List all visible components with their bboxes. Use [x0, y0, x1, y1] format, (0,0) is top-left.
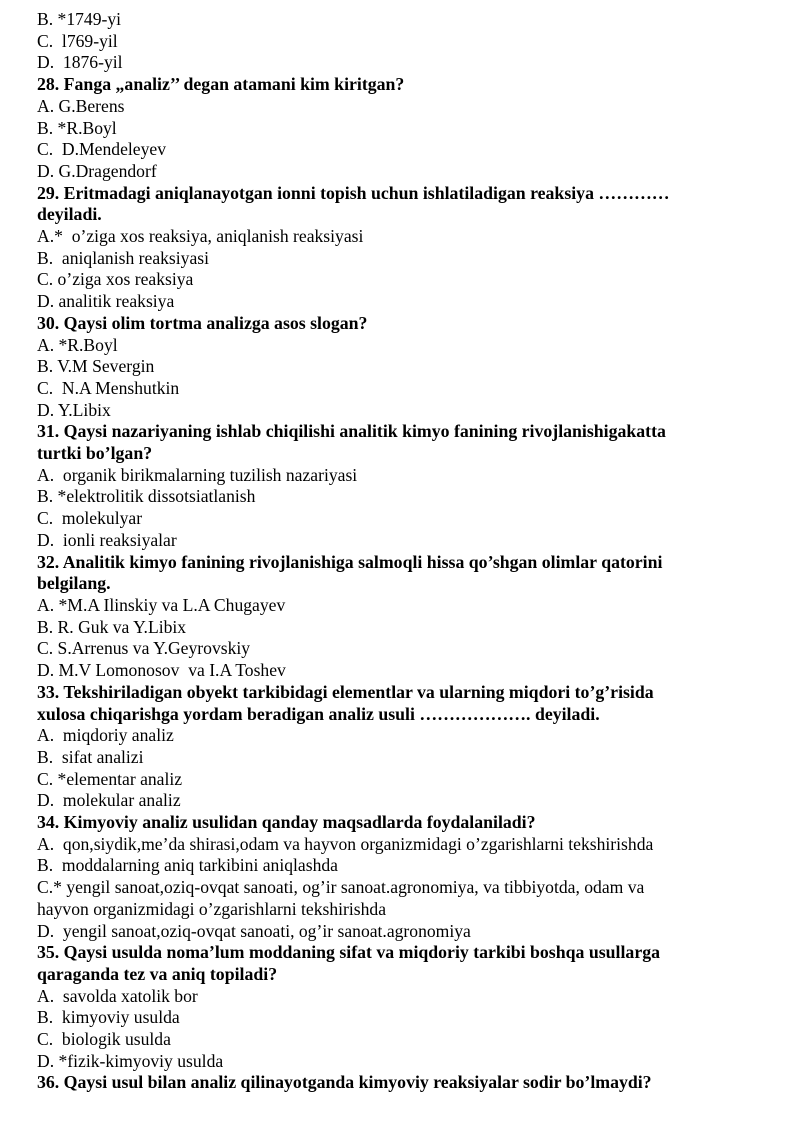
answer-option-line: B. kimyoviy usulda	[37, 1007, 180, 1028]
document-page	[37, 9, 757, 1094]
answer-option-line: C. N.A Menshutkin	[37, 377, 180, 398]
answer-option-line: A. G.Berens	[37, 95, 125, 116]
question-text-line: xulosa chiqarishga yordam beradigan analiz usuli ………………. deyiladi.	[37, 703, 600, 724]
answer-option-line: C.* yengil sanoat,oziq-ovqat sanoati, og’ir sanoat.agronomiya, va tibbiyotda, odam va	[37, 877, 645, 898]
question-text-line: 29. Eritmadagi aniqlanayotgan ionni topish uchun ishlatiladigan reaksiya …………	[37, 182, 670, 203]
answer-option-line: B. R. Guk va Y.Libix	[37, 616, 187, 637]
answer-option-line: C. biologik usulda	[37, 1029, 171, 1050]
answer-option-line: B. *elektrolitik dissotsiatlanish	[37, 486, 256, 507]
answer-option-line: B. sifat analizi	[37, 746, 144, 767]
answer-option-line: B. moddalarning aniq tarkibini aniqlashda	[37, 855, 338, 876]
answer-option-line: B. aniqlanish reaksiyasi	[37, 247, 209, 268]
question-text-line: 30. Qaysi olim tortma analizga asos slogan?	[37, 312, 368, 333]
answer-option-line: A.* o’ziga xos reaksiya, aniqlanish reaksiyasi	[37, 226, 364, 247]
question-text-line: deyiladi.	[37, 204, 102, 225]
answer-option-line: C. o’ziga xos reaksiya	[37, 269, 194, 290]
answer-option-line: C. S.Arrenus va Y.Geyrovskiy	[37, 638, 251, 659]
question-text-line: 36. Qaysi usul bilan analiz qilinayotganda kimyoviy reaksiyalar sodir bo’lmaydi?	[37, 1072, 652, 1093]
answer-option-line: D. molekular analiz	[37, 790, 181, 811]
answer-option-line: A. miqdoriy analiz	[37, 725, 174, 746]
question-text-line: 33. Tekshiriladigan obyekt tarkibidagi elementlar va ularning miqdori to’g’risida	[37, 681, 654, 702]
question-text-line: 32. Analitik kimyo fanining rivojlanishiga salmoqli hissa qo’shgan olimlar qatorini	[37, 551, 663, 572]
answer-option-line: B. V.M Severgin	[37, 356, 155, 377]
answer-option-line: B. *R.Boyl	[37, 117, 117, 138]
question-text-line: belgilang.	[37, 573, 111, 594]
answer-option-line: A. *M.A Ilinskiy va L.A Chugayev	[37, 594, 286, 615]
answer-option-line: D. analitik reaksiya	[37, 291, 175, 312]
answer-option-line: C. l769-yil	[37, 30, 118, 51]
question-text-line: 31. Qaysi nazariyaning ishlab chiqilishi analitik kimyo fanining rivojlanishigakatta	[37, 421, 666, 442]
question-text-line: qaraganda tez va aniq topiladi?	[37, 963, 278, 984]
answer-option-line: D. *fizik-kimyoviy usulda	[37, 1050, 224, 1071]
answer-option-line: hayvon organizmidagi o’zgarishlarni tekshirishda	[37, 898, 387, 919]
question-text-line: 34. Kimyoviy analiz usulidan qanday maqsadlarda foydalaniladi?	[37, 812, 536, 833]
answer-option-line: B. *1749-yi	[37, 9, 122, 29]
answer-option-line: A. *R.Boyl	[37, 334, 118, 355]
answer-option-line: A. qon,siydik,me’da shirasi,odam va hayvon organizmidagi o’zgarishlarni tekshirishda	[37, 833, 654, 854]
question-text-line: 28. Fanga „analiz’’ degan atamani kim kiritgan?	[37, 74, 405, 95]
answer-option-line: D. 1876-yil	[37, 52, 123, 73]
answer-option-line: C. *elementar analiz	[37, 768, 183, 789]
answer-option-line: C. molekulyar	[37, 508, 143, 529]
answer-option-line: D. yengil sanoat,oziq-ovqat sanoati, og’ir sanoat.agronomiya	[37, 920, 471, 941]
question-text-line: 35. Qaysi usulda noma’lum moddaning sifat va miqdoriy tarkibi boshqa usullarga	[37, 942, 660, 963]
answer-option-line: C. D.Mendeleyev	[37, 139, 166, 160]
question-text-line: turtki bo’lgan?	[37, 443, 153, 464]
answer-option-line: D. Y.Libix	[37, 399, 111, 420]
answer-option-line: A. savolda xatolik bor	[37, 985, 198, 1006]
answer-option-line: D. M.V Lomonosov va I.A Toshev	[37, 660, 286, 681]
answer-option-line: A. organik birikmalarning tuzilish nazariyasi	[37, 464, 358, 485]
answer-option-line: D. ionli reaksiyalar	[37, 529, 177, 550]
answer-option-line: D. G.Dragendorf	[37, 160, 157, 181]
